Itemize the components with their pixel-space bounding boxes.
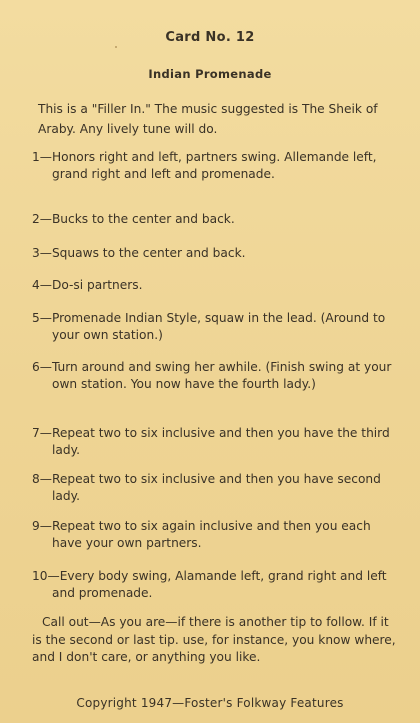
paper-speck [115, 46, 117, 48]
step-item: 9—Repeat two to six again inclusive and then you each have your own partners. [32, 519, 371, 550]
step-item: 4—Do-si partners. [32, 278, 143, 292]
callout-paragraph: Call out—As you are—if there is another tip to follow. If it is the second or last tip. use, for instance, you know where, and I don't care, or anything you like. [32, 615, 396, 664]
dance-title: Indian Promenade [148, 67, 272, 81]
step-item: 2—Bucks to the center and back. [32, 212, 235, 226]
card-number: Card No. 12 [165, 30, 255, 45]
intro-paragraph: This is a "Filler In." The music suggested is The Sheik of Araby. Any lively tune will do. [38, 102, 378, 136]
step-item: 7—Repeat two to six inclusive and then you have the third lady. [32, 426, 390, 457]
step-item: 10—Every body swing, Alamande left, grand right and left and promenade. [32, 569, 387, 600]
step-item: 3—Squaws to the center and back. [32, 246, 246, 260]
copyright-line: Copyright 1947—Foster's Folkway Features [76, 696, 344, 710]
step-item: 8—Repeat two to six inclusive and then you have second lady. [32, 472, 381, 503]
step-item: 5—Promenade Indian Style, squaw in the lead. (Around to your own station.) [32, 311, 386, 342]
step-item: 1—Honors right and left, partners swing. Allemande left, grand right and left and promenade. [32, 150, 377, 181]
step-item: 6—Turn around and swing her awhile. (Finish swing at your own station. You now have the fourth lady.) [32, 360, 392, 391]
